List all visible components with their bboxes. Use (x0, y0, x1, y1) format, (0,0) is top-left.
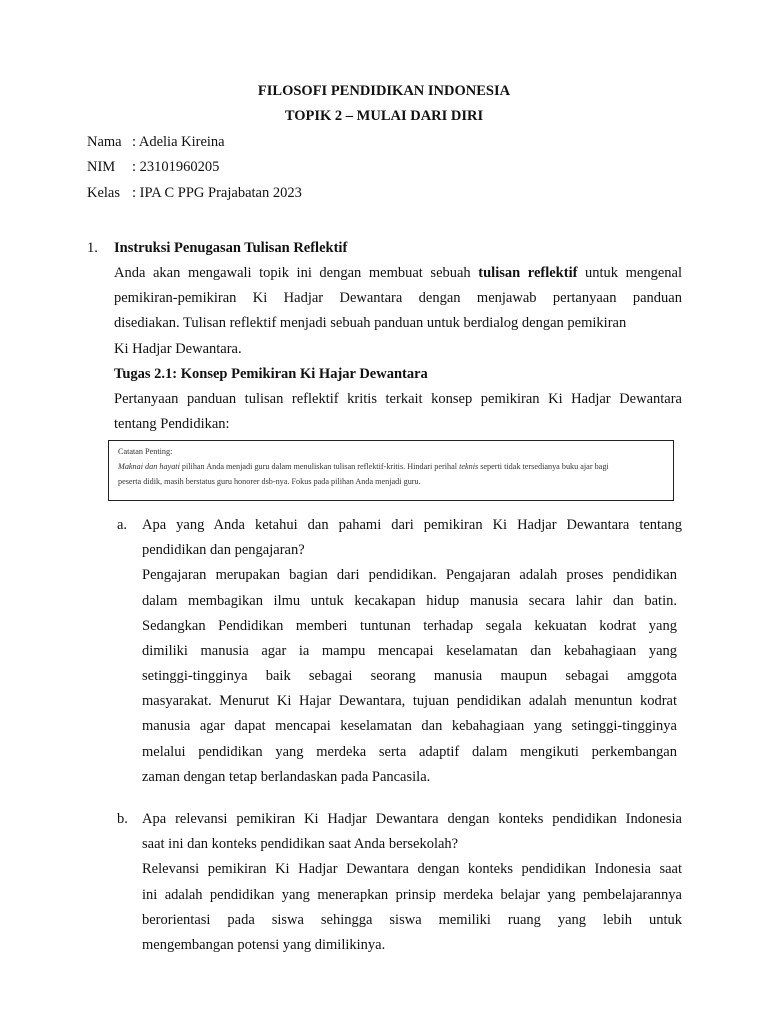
important-note-box (108, 440, 674, 501)
answer-a-line: Sedangkan Pendidikan memberi tuntunan terhadap segala kekuatan kodrat yang (142, 618, 677, 634)
paragraph-line: disediakan. Tulisan reflektif menjadi sebuah panduan untuk berdialog dengan pemikiran (114, 315, 627, 331)
document-title: FILOSOFI PENDIDIKAN INDONESIA (257, 83, 511, 99)
paragraph-line: Anda akan mengawali topik ini dengan membuat sebuah tulisan reflektif untuk mengenal (114, 265, 682, 281)
answer-b-line: Relevansi pemikiran Ki Hadjar Dewantara dengan konteks pendidikan Indonesia saat (142, 861, 682, 877)
name-label: Nama (87, 134, 122, 150)
document-subtitle: TOPIK 2 – MULAI DARI DIRI (284, 108, 484, 124)
answer-a-line: dimiliki manusia agar ia mampu mencapai keselamatan dan kebahagiaan yang (142, 643, 677, 659)
answer-a-line: dalam membagikan ilmu untuk kecakapan hidup manusia secara lahir dan batin. (142, 593, 677, 609)
paragraph-line: Ki Hadjar Dewantara. (114, 341, 242, 357)
nim-value: : 23101960205 (132, 159, 220, 175)
note-heading: Catatan Penting: (118, 447, 173, 456)
nim-label: NIM (87, 159, 116, 175)
answer-b-line: berorientasi pada siswa sehingga siswa memiliki ruang yang lebih untuk (142, 912, 682, 928)
question-a-marker: a. (117, 517, 128, 533)
name-value: : Adelia Kireina (132, 134, 225, 150)
answer-a-line: masyarakat. Menurut Ki Hajar Dewantara, tujuan pendidikan adalah menuntun kodrat (142, 693, 677, 709)
question-b-marker: b. (117, 811, 128, 827)
question-b-text: Apa relevansi pemikiran Ki Hadjar Dewantara dengan konteks pendidikan Indonesia (142, 811, 682, 827)
paragraph-line: Pertanyaan panduan tulisan reflektif kritis terkait konsep pemikiran Ki Hadjar Dewantara (114, 391, 682, 407)
answer-b-line: mengembangan potensi yang dimilikinya. (142, 937, 386, 953)
task-heading: Tugas 2.1: Konsep Pemikiran Ki Hajar Dewantara (114, 366, 428, 382)
answer-a-line: zaman dengan tetap berlandaskan pada Pancasila. (142, 769, 431, 785)
paragraph-line: pemikiran-pemikiran Ki Hadjar Dewantara dengan menjawab pertanyaan panduan (114, 290, 682, 306)
answer-b-line: ini adalah pendidikan yang menerapkan prinsip merdeka belajar yang pembelajarannya (142, 887, 682, 903)
question-a-text: pendidikan dan pengajaran? (142, 542, 305, 558)
question-b-text: saat ini dan konteks pendidikan saat Anda bersekolah? (142, 836, 459, 852)
question-a-text: Apa yang Anda ketahui dan pahami dari pemikiran Ki Hadjar Dewantara tentang (142, 517, 682, 533)
answer-a-line: Pengajaran merupakan bagian dari pendidikan. Pengajaran adalah proses pendidikan (142, 567, 677, 583)
class-label: Kelas (87, 185, 121, 201)
section-number: 1. (87, 240, 98, 256)
answer-a-line: setinggi-tingginya baik sebagai seorang manusia maupun sebagai amggota (142, 668, 677, 684)
class-value: : IPA C PPG Prajabatan 2023 (132, 185, 302, 201)
answer-a-line: melalui pendidikan yang merdeka serta adaptif dalam mengikuti perkembangan (142, 744, 677, 760)
answer-a-line: manusia agar dapat mencapai keselamatan dan kebahagiaan yang setinggi-tingginya (142, 718, 677, 734)
paragraph-line: tentang Pendidikan: (114, 416, 230, 432)
note-line: Maknai dan hayati pilihan Anda menjadi guru dalam menuliskan tulisan reflektif-kritis. Hindari perihal teknis seperti tidak tersedianya buku ajar bagi (118, 462, 609, 471)
section-heading: Instruksi Penugasan Tulisan Reflektif (114, 240, 348, 256)
note-line: peserta didik, masih berstatus guru honorer dsb-nya. Fokus pada pilihan Anda menjadi guru. (118, 477, 421, 486)
